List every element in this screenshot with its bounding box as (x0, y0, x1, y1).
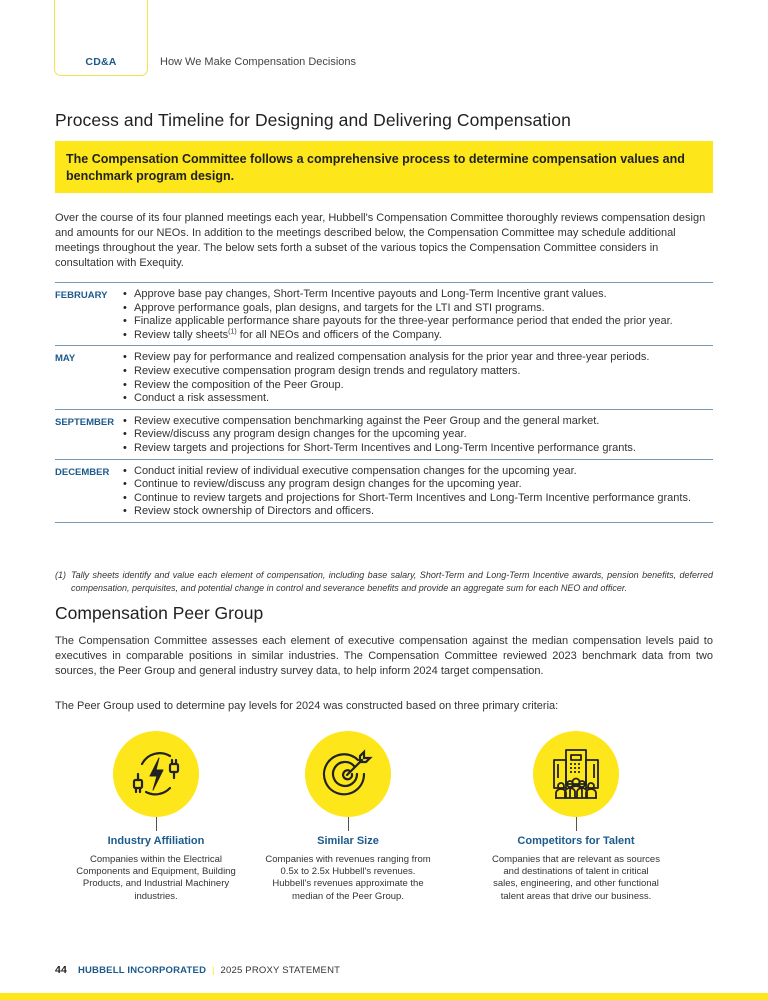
criterion-competitors-for-talent (476, 730, 676, 903)
list-item: • Review stock ownership of Directors and officers. (123, 505, 713, 519)
topic-list (119, 288, 713, 342)
list-item: • Approve performance goals, plan designs, and targets for the LTI and STI programs. (123, 302, 713, 316)
peer-criteria (55, 730, 713, 910)
list-item: • Review pay for performance and realized compensation analysis for the prior year and three-year periods. (123, 351, 713, 365)
month-label: MAY (55, 353, 76, 365)
list-item: • Conduct a risk assessment. (123, 392, 713, 406)
peer-group-paragraph-1: The Compensation Committee assesses each element of executive compensation against the median compensation levels paid to executives in comparable positions in similar industries. The Compensation Committee reviewed 2023 benchmark data from two sources, the Peer Group and general industry survey data, to help inform 2024 target compensation. (55, 635, 713, 677)
callout-text: The Compensation Committee follows a comprehensive process to determine compensation values and benchmark program design. (66, 152, 685, 183)
list-item (123, 329, 713, 343)
callout-box (55, 141, 713, 193)
criterion-industry-affiliation (56, 730, 256, 903)
meeting-timeline (55, 282, 713, 523)
peer-group-paragraph-2: The Peer Group used to determine pay levels for 2024 was constructed based on three primary criteria: (55, 700, 559, 712)
timeline-row-december (55, 459, 713, 522)
peer-group-heading: Compensation Peer Group (55, 603, 264, 623)
page-footer (55, 964, 340, 976)
page-number: 44 (55, 964, 68, 976)
topic-list (119, 351, 713, 405)
timeline-row-september (55, 409, 713, 459)
process-heading: Process and Timeline for Designing and Delivering Compensation (55, 110, 571, 130)
list-item: • Review the composition of the Peer Group. (123, 379, 713, 393)
icon-circle (533, 731, 619, 817)
list-item: • Conduct initial review of individual executive compensation changes for the upcoming year. (123, 465, 713, 479)
icon-circle (305, 731, 391, 817)
connector-line (156, 817, 157, 831)
criterion-title: Similar Size (317, 835, 379, 847)
list-item: • Review/discuss any program design changes for the upcoming year. (123, 428, 713, 442)
footer-accent-bar (0, 993, 768, 1000)
topic-list (119, 415, 713, 456)
target-icon (318, 744, 378, 804)
month-label: SEPTEMBER (55, 416, 115, 428)
criterion-similar-size (248, 730, 448, 903)
timeline-row-february (55, 282, 713, 345)
month-label: DECEMBER (55, 466, 110, 478)
list-item: • Continue to review/discuss any program design changes for the upcoming year. (123, 478, 713, 492)
list-item: • Review executive compensation benchmarking against the Peer Group and the general market. (123, 415, 713, 429)
month-label: FEBRUARY (55, 290, 108, 301)
electric-plug-icon (126, 744, 186, 804)
criterion-description: Companies that are relevant as sources and destinations of talent in critical sales, engineering, and other functional talent areas that drive our business. (492, 854, 660, 902)
criterion-title: Industry Affiliation (107, 835, 205, 847)
footnote-ref[interactable]: (1) (228, 328, 237, 336)
topic-list (119, 465, 713, 519)
building-people-icon (546, 744, 606, 804)
footer-separator: | (212, 965, 215, 976)
list-item: • Finalize applicable performance share payouts for the three-year performance period that ended the prior year. (123, 315, 713, 329)
document-title: 2025 PROXY STATEMENT (220, 965, 341, 976)
criterion-description: Companies with revenues ranging from 0.5x to 2.5x Hubbell's revenues. Hubbell's revenues approximate the median of the Peer Group. (265, 854, 431, 902)
footnote-text: Tally sheets identify and value each element of compensation, including base salary, Short-Term and Long-Term Incentive awards, pension benefits, deferred compensation, perquisites, and potential change in control and severance benefits and provide an aggregate sum for each NEO and officer. (71, 570, 713, 593)
list-item: • Approve base pay changes, Short-Term Incentive payouts and Long-Term Incentive grant values. (123, 288, 713, 302)
company-name: HUBBELL INCORPORATED (77, 965, 207, 976)
criterion-title: Competitors for Talent (517, 835, 635, 847)
timeline-divider (55, 522, 713, 523)
list-item-text: Review tally sheets (134, 328, 229, 341)
criterion-description: Companies within the Electrical Components and Equipment, Building Products, and Industrial Machinery industries. (76, 854, 236, 902)
running-header-title: How We Make Compensation Decisions (160, 56, 357, 68)
footnote-number: (1) (55, 570, 66, 580)
icon-circle (113, 731, 199, 817)
connector-line (348, 817, 349, 831)
list-item: • Continue to review targets and projections for Short-Term Incentives and Long-Term Incentive performance grants. (123, 492, 713, 506)
footnote (55, 569, 713, 594)
connector-line (576, 817, 577, 831)
list-item: • Review targets and projections for Short-Term Incentives and Long-Term Incentive performance grants. (123, 442, 713, 456)
process-intro: Over the course of its four planned meetings each year, Hubbell's Compensation Committee thoroughly reviews compensation design and amounts for our NEOs. In addition to the meetings described below, the Compensation Committee may schedule additional meetings throughout the year. The below sets forth a subset of the various topics the Compensation Committee considers in consultation with Exequity. (55, 212, 706, 269)
section-tab-label[interactable]: CD&A (85, 56, 117, 68)
list-item-text: for all NEOs and officers of the Company. (239, 328, 442, 341)
list-item: • Review executive compensation program design trends and regulatory matters. (123, 365, 713, 379)
timeline-row-may (55, 345, 713, 408)
